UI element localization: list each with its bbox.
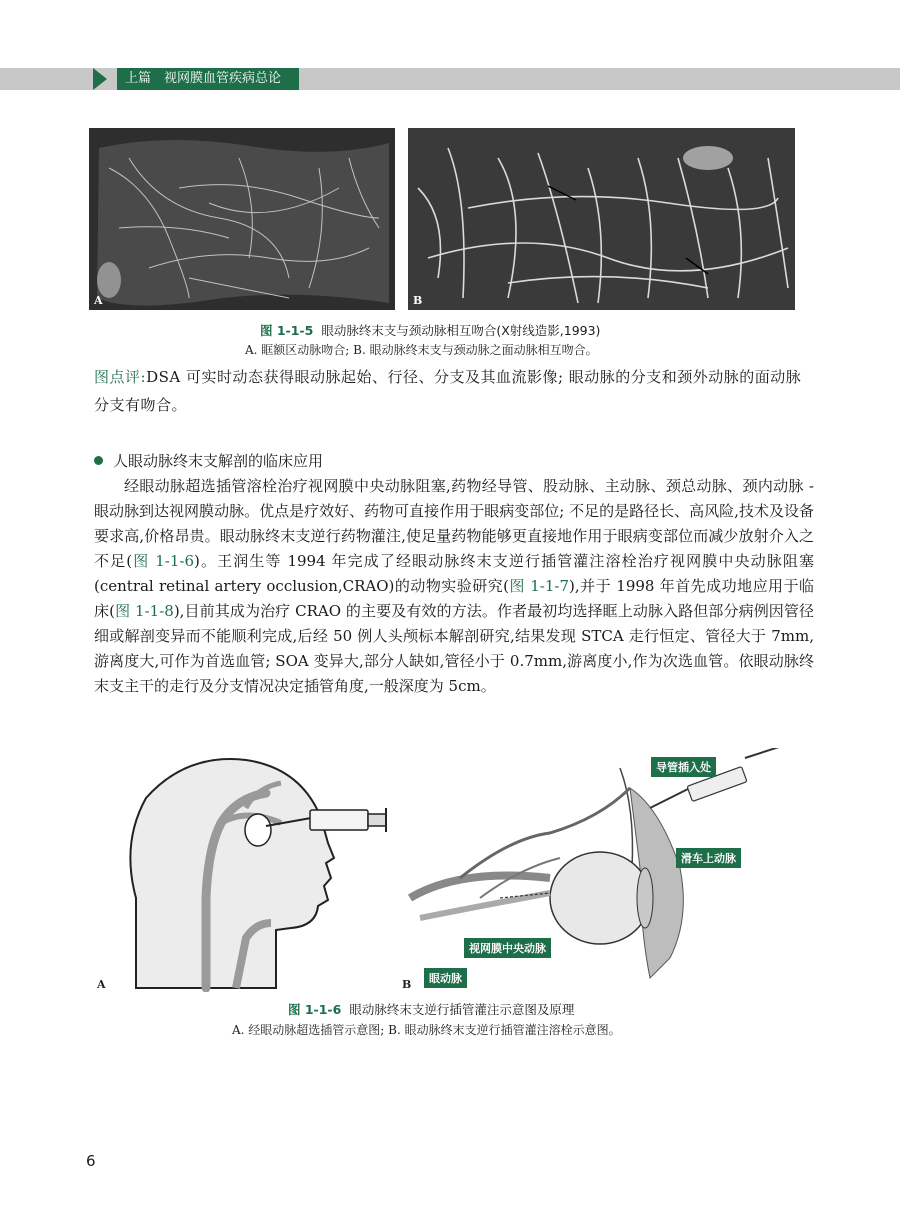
page-number: 6 bbox=[86, 1152, 96, 1170]
figure-5-panel-b-letter: B bbox=[413, 294, 423, 307]
body-text-part-1: 经眼动脉超选插管溶栓治疗视网膜中央动脉阻塞,药物经导管、股动脉、主动脉、颈总动脉、颈内动脉 - 眼动脉到达视网膜动脉。优点是疗效好、药物可直接作用于眼病变部位; 不足的是路径长、高风险,技术及设备要求高,价格昂贵。眼动脉终末支逆行药物灌注,使足量药物能够更直接地作用于眼病变部位而减少放射介入之不足( bbox=[94, 477, 814, 570]
figure-6-caption bbox=[288, 1000, 574, 1018]
header-arrow-icon bbox=[93, 68, 107, 90]
figure-6-number: 图 1-1-6 bbox=[288, 1002, 342, 1017]
comment-label: 图点评: bbox=[94, 368, 147, 386]
figure-6-panel-b-letter: B bbox=[402, 978, 412, 991]
figure-6-panel-a-letter: A bbox=[97, 978, 106, 991]
section-body bbox=[94, 474, 814, 699]
figure-reference-link[interactable]: 图 1-1-8 bbox=[114, 602, 174, 620]
body-text-part-3: ),并于 1998 年首先成功地应用于临床( bbox=[94, 577, 814, 620]
callout-central-retinal-artery: 视网膜中央动脉 bbox=[464, 938, 551, 958]
figure-5-title: 眼动脉终末支与颈动脉相互吻合(X射线造影,1993) bbox=[321, 323, 601, 338]
section-heading bbox=[94, 450, 323, 471]
figure-5-caption bbox=[260, 321, 600, 339]
figure-6-panel-b-image bbox=[400, 748, 790, 992]
comment-text: DSA 可实时动态获得眼动脉起始、行径、分支及其血流影像; 眼动脉的分支和颈外动脉的面动脉分支有吻合。 bbox=[94, 368, 802, 414]
figure-reference-link[interactable]: 图 1-1-7 bbox=[509, 577, 570, 595]
bullet-icon bbox=[94, 456, 103, 465]
figure-comment bbox=[94, 363, 814, 419]
figure-6-panel-a-image bbox=[96, 748, 396, 992]
figure-6-subtitle: A. 经眼动脉超选插管示意图; B. 眼动脉终末支逆行插管灌注溶栓示意图。 bbox=[232, 1023, 621, 1037]
body-text-part-2: )。王润生等 1994 年完成了经眼动脉终末支逆行插管灌注溶栓治疗视网膜中央动脉阻塞(central retinal artery occlusion,CRAO)的动物实验研究( bbox=[94, 552, 814, 595]
figure-reference-link[interactable]: 图 1-1-6 bbox=[132, 552, 194, 570]
body-paragraph bbox=[94, 474, 814, 699]
chapter-header: 上篇 视网膜血管疾病总论 bbox=[117, 68, 299, 90]
callout-ophthalmic-artery: 眼动脉 bbox=[424, 968, 467, 988]
body-text-part-4: ),目前其成为治疗 CRAO 的主要及有效的方法。作者最初均选择眶上动脉入路但部分病例因管径细或解剖变异而不能顺利完成,后经 50 例人头颅标本解剖研究,结果发现 STCA 走行恒定、管径大于 7mm,游离度大,可作为首选血管; SOA 变异大,部分人缺如,管径小于 0.7mm,游离度小,作为次选血管。依眼动脉终末支主干的走行及分支情况决定插管角度,一般深度为 5cm。 bbox=[94, 602, 815, 695]
figure-6-title: 眼动脉终末支逆行插管灌注示意图及原理 bbox=[349, 1002, 575, 1017]
callout-catheter-insertion: 导管插入处 bbox=[651, 757, 716, 777]
section-heading-text: 人眼动脉终末支解剖的临床应用 bbox=[113, 452, 324, 470]
figure-5-panel-b-image bbox=[408, 128, 795, 310]
figure-5-panel-a-image bbox=[89, 128, 395, 310]
figure-5-subtitle: A. 眶额区动脉吻合; B. 眼动脉终末支与颈动脉之面动脉相互吻合。 bbox=[245, 343, 598, 357]
figure-5-number: 图 1-1-5 bbox=[260, 323, 314, 338]
figure-5-panel-a-letter: A bbox=[94, 294, 103, 307]
callout-supratrochlear-artery: 滑车上动脉 bbox=[676, 848, 741, 868]
